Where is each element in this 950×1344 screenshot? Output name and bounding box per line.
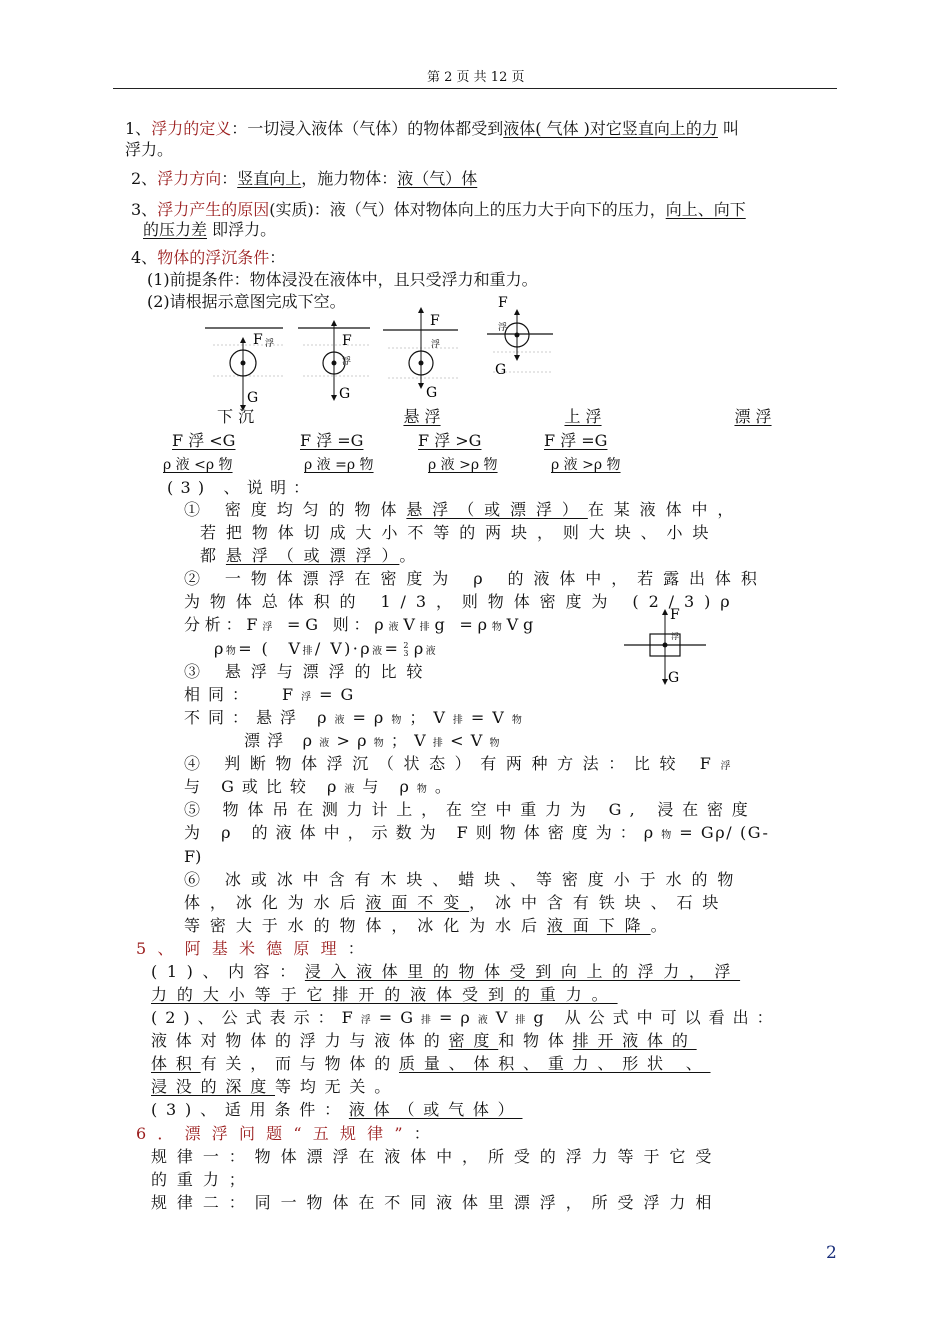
- text: 等均无关。: [275, 1077, 400, 1096]
- diagram-floating: [487, 295, 553, 378]
- section-1-line-1: [125, 117, 739, 140]
- state-suspended: 悬 浮: [403, 407, 441, 426]
- text: (2)、公式表示：F: [151, 1008, 361, 1027]
- page-header-label: 第 2 页 共 12 页: [427, 70, 525, 85]
- section-5-condition: [151, 1098, 522, 1121]
- force-rel-sinking: F 浮 <G: [172, 431, 236, 450]
- text: V: [403, 615, 420, 634]
- diagram-sinking: [205, 328, 283, 408]
- text: 不同：悬浮 ρ: [184, 708, 335, 727]
- answer: 浸没的深度: [151, 1077, 276, 1096]
- subscript: 物: [661, 830, 680, 841]
- text: F: [282, 685, 302, 704]
- diagram-1-g-label: G: [247, 390, 259, 406]
- force-rel-floating: F 浮 =G: [544, 431, 608, 450]
- text: 。: [650, 916, 677, 935]
- text: 为 ρ 的液体中，示数为 F则物体密度为：ρ: [184, 823, 662, 842]
- section-1-answer: 液体( 气体 )对它竖直向上的力: [503, 119, 718, 138]
- note-scale-line-1: ⑤ 物体吊在测力计上，在空中重力为 G, 浸在密度: [184, 800, 757, 819]
- state-sinking: 下 沉: [217, 407, 255, 426]
- section-2-title: 浮力方向: [157, 169, 222, 188]
- answer: 悬浮（或漂浮）: [225, 546, 400, 565]
- text: 体，冰化为水后: [184, 893, 366, 912]
- subscript: 液: [477, 1015, 496, 1026]
- answer: 悬浮（或漂浮）: [406, 500, 588, 519]
- denominator: 3: [403, 648, 411, 658]
- diagram-rising: [383, 310, 458, 401]
- text: ；V: [390, 731, 433, 750]
- text: ρ: [214, 639, 226, 658]
- text: (3)、适用条件：: [151, 1100, 349, 1119]
- text: / V)·ρ: [314, 639, 373, 658]
- section-5-title: 5、阿基米德原理: [136, 939, 348, 958]
- section-6-rule-1: 规律一：物体漂浮在液体中，所受的浮力等于它受: [151, 1147, 722, 1166]
- subscript: 物: [491, 622, 507, 633]
- text: >ρ: [336, 731, 374, 750]
- note-line-4: ② 一物体漂浮在密度为 ρ 的液体中，若露出体积: [184, 569, 767, 588]
- section-1-title: 浮力的定义: [151, 119, 232, 138]
- subscript: 物: [511, 715, 530, 726]
- subscript: 浮: [360, 1015, 379, 1026]
- diagram-4-f-sub: 浮: [498, 323, 508, 333]
- section-6-rule-2: 规律二：同一物体在不同液体里漂浮，所受浮力相: [151, 1193, 722, 1212]
- state-floating: 漂 浮: [734, 407, 772, 426]
- colon: ：: [269, 248, 286, 267]
- section-2-number: 2、: [131, 169, 158, 188]
- section-5-explain-1: [151, 1029, 697, 1052]
- colon: ：: [231, 119, 248, 138]
- section-4-instruction: (2)请根据示意图完成下空。: [147, 292, 346, 311]
- section-4-premise: (1)前提条件：物体浸没在液体中，且只受浮力和重力。: [147, 270, 538, 289]
- text: =G: [378, 1008, 421, 1027]
- section-2-answer-1: 竖直向上: [237, 169, 302, 188]
- buoyancy-diagrams: [195, 290, 565, 415]
- density-rel-suspended: ρ 液 =ρ 物: [304, 457, 374, 473]
- diagram-2-g-label: G: [339, 386, 351, 402]
- header-rule: [113, 88, 837, 89]
- subscript: 排: [452, 715, 471, 726]
- force-rel-rising: F 浮 >G: [418, 431, 482, 450]
- text: ④ 判断物体浮沉（状态）有两种方法：比较 F: [184, 754, 721, 773]
- subscript: 液: [388, 622, 404, 633]
- subscript: 物: [416, 784, 435, 795]
- numerator: 2: [403, 640, 411, 650]
- floating-f-sub: 浮: [671, 632, 679, 641]
- text: 。: [399, 546, 426, 565]
- note-line-3: [200, 544, 425, 567]
- section-3-line-2: [143, 218, 276, 241]
- section-4-title: 物体的浮沉条件: [157, 248, 270, 267]
- section-5-explain-3: [151, 1075, 399, 1098]
- text: 相同：: [184, 685, 257, 704]
- note-analysis-line: [184, 613, 538, 639]
- answer: 浸入液体里的物体受到向上的浮力，浮: [304, 962, 741, 981]
- subscript: 排: [432, 738, 451, 749]
- colon: ：: [221, 169, 238, 188]
- section-1-number: 1、: [125, 119, 152, 138]
- note-line-1: [184, 498, 743, 521]
- section-5-heading: [136, 937, 375, 960]
- section-1-text: 一切浸入液体（气体）的物体都受到: [247, 119, 504, 138]
- answer: 液面不变: [365, 893, 470, 912]
- text: g 从公式中可以看出：: [533, 1008, 781, 1027]
- diagram-4-f-label: F: [498, 295, 508, 311]
- subscript: 排: [302, 646, 315, 657]
- diagram-suspended: [298, 323, 370, 402]
- text: =G 则：ρ: [287, 615, 389, 634]
- subscript: 浮: [262, 622, 278, 633]
- subscript: 液: [334, 715, 353, 726]
- text: =V: [470, 708, 512, 727]
- answer: 液面下降: [546, 916, 651, 935]
- section-1-text-tail: 叫: [717, 119, 739, 138]
- note-ice-line-3: [184, 914, 677, 937]
- subscript: 物: [489, 738, 507, 749]
- note-scale-line-2: [184, 821, 769, 847]
- diagram-1-f-label: F: [253, 332, 263, 348]
- section-3-text: (实质)：液（气）体对物体向上的压力大于向下的压力，: [269, 200, 666, 219]
- diagram-1-f-sub: 浮: [265, 339, 275, 349]
- section-4-number: 4、: [131, 248, 158, 267]
- diagram-3-f-label: F: [430, 313, 440, 329]
- floating-block-diagram: [620, 604, 710, 686]
- subscript: 液: [344, 784, 363, 795]
- diagram-4-g-label: G: [495, 362, 507, 378]
- subscript: 排: [420, 1015, 439, 1026]
- text: 与 G或比较 ρ: [184, 777, 345, 796]
- diagram-2-f-sub: 浮: [342, 357, 352, 367]
- text: <V: [450, 731, 490, 750]
- answer: 密度: [448, 1031, 499, 1050]
- section-6-heading: [136, 1122, 441, 1145]
- page-number: 2: [826, 1243, 837, 1263]
- text: 漂浮 ρ: [244, 731, 320, 750]
- density-rel-sinking: ρ 液 <ρ 物: [163, 457, 233, 473]
- text: = ( V: [238, 639, 303, 658]
- density-rel-floating: ρ 液 >ρ 物: [551, 457, 621, 473]
- text: ，冰中含有铁块、石块: [469, 893, 729, 912]
- section-2-text: ，施力物体：: [301, 169, 398, 188]
- diagram-3-g-label: G: [426, 385, 438, 401]
- subscript: 物: [373, 738, 391, 749]
- state-rising: 上 浮: [564, 407, 602, 426]
- subscript: 浮: [720, 761, 741, 772]
- fraction: [403, 642, 411, 658]
- section-5-content-2: 力的大小等于它排开的液体受到的重力。: [151, 985, 618, 1004]
- section-1-line-2: 浮力。: [125, 140, 174, 159]
- density-rel-rising: ρ 液 >ρ 物: [428, 457, 498, 473]
- section-2-line: [131, 167, 477, 190]
- subscript: 物: [391, 715, 410, 726]
- note-scale-line-3: F): [184, 847, 202, 866]
- section-5-explain-2: [151, 1052, 711, 1075]
- section-3-text-tail: 即浮力。: [207, 220, 277, 239]
- section-3-number: 3、: [131, 200, 158, 219]
- text: 在某液体中，: [587, 500, 744, 519]
- section-2-answer-2: 液（气）体: [397, 169, 478, 188]
- answer: 体积: [151, 1054, 201, 1073]
- text: 都: [200, 546, 226, 565]
- subscript: 排: [515, 1015, 534, 1026]
- note-ice-line-2: [184, 891, 728, 914]
- section-6-title: 6．漂浮问题“五规律”: [136, 1124, 414, 1143]
- section-6-rule-1-cont: 的重力；: [151, 1170, 255, 1189]
- diagram-2-f-label: F: [342, 333, 352, 349]
- text: g =ρ: [434, 615, 492, 634]
- subscript: 物: [225, 646, 239, 657]
- floating-f-label: F: [670, 607, 680, 623]
- text: 分析：F: [184, 615, 263, 634]
- text: =G: [319, 685, 362, 704]
- section-3-title: 浮力产生的原因: [157, 200, 270, 219]
- text: ；V: [409, 708, 453, 727]
- text: 与 ρ: [362, 777, 417, 796]
- text: =: [384, 639, 401, 658]
- text: 和物体: [498, 1031, 573, 1050]
- diagram-3-f-sub: 浮: [431, 340, 441, 350]
- floating-g-label: G: [668, 670, 680, 686]
- text: =ρ: [352, 708, 392, 727]
- text: 有关，而与物体的: [200, 1054, 400, 1073]
- subscript: 液: [425, 646, 439, 657]
- section-3-answer-1: 向上、向下: [665, 200, 746, 219]
- text: V: [495, 1008, 516, 1027]
- note-ice-line-1: ⑥ 冰或冰中含有木块、蜡块、等密度小于水的物: [184, 870, 744, 889]
- answer: 质量、体积、重力、形状 、: [399, 1054, 711, 1073]
- subscript: 浮: [301, 692, 320, 703]
- text: 。: [434, 777, 459, 796]
- colon: ：: [347, 939, 375, 958]
- answer: 液体（或气体）: [348, 1100, 523, 1119]
- section-3-answer-2: 的压力差: [143, 220, 208, 239]
- subscript: 液: [319, 738, 337, 749]
- note-line-compare: ③ 悬浮与漂浮的比较: [184, 662, 433, 681]
- text: 等密大于水的物体，冰化为水后: [184, 916, 547, 935]
- note-heading: (3) 、说明：: [167, 478, 317, 497]
- text: =ρ: [438, 1008, 478, 1027]
- colon: ：: [413, 1124, 441, 1143]
- subscript: 排: [419, 622, 435, 633]
- text: ρ: [413, 639, 426, 658]
- subscript: 液: [372, 646, 385, 657]
- note-line-2: 若把物体切成大小不等的两块，则大块、小块: [200, 523, 719, 542]
- text: Vg: [506, 615, 539, 634]
- section-4-heading: [131, 246, 285, 269]
- force-rel-suspended: F 浮 =G: [300, 431, 364, 450]
- text: 液体对物体的浮力与液体的: [151, 1031, 449, 1050]
- text: ① 密度均匀的物体: [184, 500, 407, 519]
- note-line-5: 为物体总体积的 1/3，则物体密度为 (2/3)ρ: [184, 592, 740, 611]
- text: (1)、内容：: [151, 962, 305, 981]
- text: = Gρ/ (G-: [679, 823, 770, 842]
- answer: 排开液体的: [572, 1031, 697, 1050]
- section-5-content-1: [151, 960, 740, 983]
